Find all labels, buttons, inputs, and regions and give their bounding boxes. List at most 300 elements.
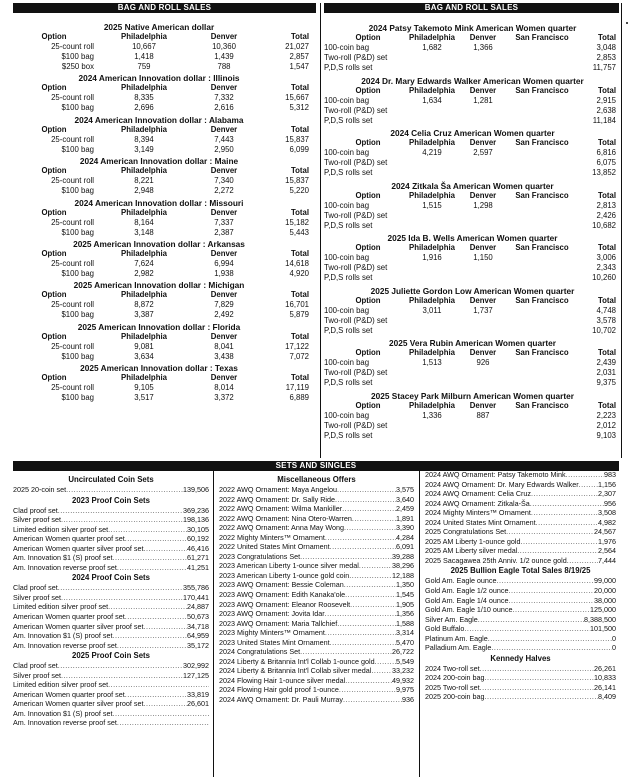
item-value: 6,091 [396, 542, 414, 552]
list-item [425, 489, 616, 499]
leader-dots [325, 628, 396, 638]
table-cell: 887 [476, 410, 490, 420]
list-item [219, 542, 414, 552]
column-header: Philadelphia [121, 32, 167, 41]
table-cell: 3,149 [134, 144, 154, 154]
item-label: 2024 AWQ Ornament: Dr. Pauli Murray [219, 695, 343, 705]
item-value: 0 [612, 643, 616, 653]
column-header: Philadelphia [409, 85, 455, 95]
leader-dots [344, 523, 396, 533]
item-label: 2022 AWQ Ornament: Wilma Mankiller [219, 504, 343, 514]
table-cell: 2,426 [596, 210, 616, 220]
leader-dots [343, 695, 402, 705]
list-item [13, 699, 209, 709]
column-header: Total [597, 190, 616, 200]
item-label: Clad proof set [13, 505, 58, 515]
table-cell: 17,119 [285, 383, 309, 393]
list-item [219, 552, 414, 562]
table-cell: P,D,S rolls set [324, 220, 373, 230]
column-header: Total [597, 348, 616, 357]
leader-dots [350, 600, 396, 610]
table-cell: 5,220 [289, 186, 309, 196]
item-value: 170,441 [183, 592, 209, 602]
leader-dots [300, 552, 392, 562]
leader-dots [517, 546, 598, 556]
item-label: 2025 AM Liberty 1-ounce gold [425, 536, 521, 546]
table-title: 2025 American Innovation dollar : Florida [77, 321, 241, 332]
item-value: 35,172 [187, 640, 209, 650]
list-item [219, 666, 414, 676]
table-cell: 7,072 [289, 351, 309, 361]
column-header: Total [290, 290, 309, 300]
leader-dots [509, 586, 595, 596]
table-cell: Two-roll (P&D) set [324, 368, 388, 377]
list-item [13, 544, 209, 554]
column-header: Total [290, 207, 309, 217]
section-heading: 2023 Proof Coin Sets [72, 495, 150, 505]
table-cell: 788 [217, 62, 231, 71]
table-cell: 2,343 [596, 263, 616, 272]
sets-column-2 [219, 474, 414, 705]
table-cell: 2,950 [214, 144, 234, 154]
item-label: 2024 Two-roll set [425, 663, 480, 673]
table-row [324, 253, 621, 263]
item-label: 2024 United States Mint Ornament [425, 517, 536, 527]
item-label: American Women quarter proof set [13, 534, 125, 544]
table-row [0, 228, 318, 238]
leader-dots [335, 495, 396, 505]
item-label: 2023 American Liberty 1-ounce silver medal [219, 561, 359, 571]
table-cell: 17,122 [285, 341, 309, 351]
item-label: Gold Am. Eagle 1/4 ounce [425, 595, 509, 605]
table-cell: 1,150 [473, 253, 493, 262]
leader-dots [349, 571, 392, 581]
item-value: 1,356 [396, 609, 414, 619]
item-value: 61,271 [187, 553, 209, 563]
sets-column-3 [425, 470, 616, 702]
sales-table [0, 115, 318, 155]
item-value: 2,307 [598, 489, 616, 499]
table-cell: 2,813 [596, 200, 616, 210]
table-cell: 2,638 [596, 105, 616, 115]
section-heading: 2025 Proof Coin Sets [72, 651, 150, 661]
table-cell: 25-count roll [51, 42, 94, 51]
table-header [0, 83, 318, 93]
leader-dots [61, 671, 183, 681]
leader-dots [485, 673, 594, 683]
table-header [0, 249, 318, 259]
table-row [0, 269, 318, 279]
item-label: 2024 Liberty & Britannia Int'l Collab silver medal [219, 666, 372, 676]
table-row [324, 411, 621, 421]
list-item [13, 534, 209, 544]
leader-dots [497, 576, 594, 586]
sales-table [324, 391, 621, 441]
item-value: 39,288 [392, 551, 414, 561]
list-item [425, 605, 616, 615]
item-value: 125,000 [590, 605, 616, 615]
table-row [324, 211, 621, 221]
item-value: 127,125 [183, 670, 209, 680]
item-label: 2022 AWQ Ornament: Maya Angelou [219, 485, 337, 494]
column-header: Option [41, 290, 67, 300]
table-cell: Two-roll (P&D) set [324, 315, 388, 325]
table-title: 2024 American Innovation dollar : Illinois [78, 73, 240, 84]
item-label: Silver Am. Eagle [425, 614, 478, 624]
item-value: 1,905 [396, 599, 414, 609]
leader-dots [117, 641, 187, 651]
table-cell: 21,027 [285, 42, 309, 51]
table-header [0, 332, 318, 342]
table-header [0, 32, 318, 42]
column-header: Philadelphia [121, 207, 167, 217]
leader-dots [330, 542, 396, 552]
list-item [13, 506, 209, 516]
list-item [219, 523, 414, 533]
table-row [0, 62, 318, 72]
leader-dots [61, 593, 183, 603]
table-row [324, 201, 621, 211]
item-label: 2024 Flowing Hair gold proof 1-ounce [219, 685, 339, 695]
table-cell: 25-count roll [51, 341, 94, 351]
column-header: Option [41, 373, 67, 383]
table-title: 2025 Stacey Park Milburn American Women quarter [371, 390, 574, 401]
sales-table [324, 286, 621, 336]
list-item [425, 692, 616, 702]
item-value: 64,959 [187, 631, 209, 641]
list-item [425, 596, 616, 606]
column-header: Option [41, 83, 67, 93]
table-cell: 7,443 [214, 134, 234, 144]
column-header: Philadelphia [409, 348, 455, 357]
leader-dots [112, 631, 187, 641]
item-value: 24,567 [594, 527, 616, 537]
column-header: Total [597, 33, 616, 42]
list-item [13, 661, 209, 671]
table-title: 2024 Zitkala Ša American Women quarter [391, 180, 554, 191]
column-header: San Francisco [515, 243, 569, 252]
column-header: Total [290, 248, 309, 258]
item-label: American Women quarter silver proof set [13, 621, 144, 631]
column-header: Philadelphia [409, 33, 455, 42]
table-title: 2025 American Innovation dollar : Texas [80, 363, 238, 374]
item-value: 956 [604, 498, 616, 508]
column-header: Denver [469, 400, 497, 410]
column-header: Denver [210, 207, 238, 217]
table-row [324, 168, 621, 178]
item-value: 10,833 [594, 673, 616, 683]
item-value: 8,409 [598, 692, 616, 702]
table-cell: 100-coin bag [324, 43, 370, 52]
table-cell: $100 bag [61, 103, 94, 113]
item-label: Palladium Am. Eagle [425, 643, 492, 653]
column-header: Option [41, 207, 67, 217]
table-cell: P,D,S rolls set [324, 115, 373, 125]
item-label: 2025 20-coin set [13, 485, 67, 494]
sales-table [324, 181, 621, 231]
list-item [425, 499, 616, 509]
table-header [324, 296, 621, 306]
column-header: Option [355, 190, 381, 200]
column-header: Option [41, 32, 67, 41]
table-header [0, 373, 318, 383]
table-cell: 10,682 [592, 220, 616, 230]
item-value: 34,718 [187, 621, 209, 631]
item-value: 50,673 [187, 612, 209, 622]
column-header: Philadelphia [121, 248, 167, 258]
leader-dots [112, 553, 187, 563]
item-label: American Women quarter silver proof set [13, 699, 144, 709]
table-title: 2024 Celia Cruz American Women quarter [390, 128, 555, 138]
item-label: 2025 Sacagawea 25th Anniv. 1/2 ounce gold [425, 555, 567, 565]
table-cell: 6,816 [596, 148, 616, 157]
item-value: 4,982 [598, 517, 616, 527]
leader-dots [536, 518, 598, 528]
table-title: 2024 American Innovation dollar : Maine [79, 156, 239, 167]
leader-dots [58, 506, 183, 516]
column-header: Option [41, 124, 67, 134]
item-value: 49,932 [392, 675, 414, 685]
item-label: 2023 United States Mint Ornament [219, 637, 330, 647]
table-header [324, 86, 621, 96]
column-header: Total [290, 373, 309, 383]
table-cell: 4,920 [289, 268, 309, 278]
table-cell: 759 [137, 62, 151, 71]
item-value: 26,722 [392, 647, 414, 657]
table-cell: $100 bag [61, 268, 94, 278]
list-item [425, 537, 616, 547]
table-cell: 7,829 [214, 300, 234, 310]
table-cell: 15,837 [285, 176, 309, 186]
column-header: Denver [210, 83, 238, 93]
table-row [324, 431, 621, 441]
table-row [324, 148, 621, 158]
list-item [13, 525, 209, 535]
item-value: 3,640 [396, 494, 414, 504]
table-cell: 3,006 [596, 253, 616, 262]
column-header: Philadelphia [121, 83, 167, 93]
table-header [0, 290, 318, 300]
table-header [324, 401, 621, 411]
sales-table [0, 198, 318, 238]
table-cell: 4,219 [422, 148, 442, 157]
table-cell: 6,075 [596, 158, 616, 167]
leader-dots [144, 544, 188, 554]
table-cell: 4,748 [596, 305, 616, 315]
table-cell: 8,335 [134, 93, 154, 103]
table-cell: 25-count roll [51, 383, 94, 393]
table-header [324, 33, 621, 43]
left-column [0, 22, 318, 403]
item-value: 26,261 [594, 663, 616, 673]
column-header: Philadelphia [121, 331, 167, 341]
table-cell: 5,879 [289, 310, 309, 320]
table-cell: 2,857 [289, 52, 309, 61]
item-label: 2023 AWQ Ornament: Eleanor Roosevelt [219, 599, 351, 609]
table-row [0, 52, 318, 62]
table-row [0, 135, 318, 145]
leader-dots [337, 485, 396, 495]
table-cell: 3,048 [596, 43, 616, 52]
item-value: 1,976 [598, 536, 616, 546]
item-label: Platinum Am. Eagle [425, 633, 488, 643]
table-row [0, 145, 318, 155]
list-item [425, 527, 616, 537]
table-title: 2024 American Innovation dollar : Alabama [74, 114, 244, 125]
item-label: Silver proof set [13, 592, 61, 602]
list-item [425, 673, 616, 683]
leader-dots [108, 525, 187, 535]
table-header [324, 191, 621, 201]
list-item [219, 561, 414, 571]
list-item [425, 470, 616, 480]
list-item [219, 533, 414, 543]
table-cell: 1,916 [422, 253, 442, 262]
table-cell: 5,443 [289, 227, 309, 237]
table-cell: $250 box [61, 62, 94, 71]
item-label: 2024 Flowing Hair 1-ounce silver medal [219, 675, 346, 685]
table-row [324, 358, 621, 368]
item-label: Am. Innovation reverse proof set [13, 718, 117, 728]
column-header: Denver [210, 290, 238, 300]
list-item [13, 563, 209, 573]
column-header: Denver [469, 295, 497, 305]
left-banner: BAG AND ROLL SALES [13, 3, 316, 13]
sales-table [0, 280, 318, 320]
list-item [13, 671, 209, 681]
item-value: 2,459 [396, 504, 414, 514]
item-value: 983 [604, 470, 616, 479]
item-label: 2023 Congratulations Set [219, 551, 301, 561]
table-cell: 7,337 [214, 217, 234, 227]
leader-dots [117, 718, 209, 728]
table-row [324, 116, 621, 126]
leader-dots [566, 470, 604, 480]
leader-dots [342, 504, 396, 514]
leader-dots [480, 683, 594, 693]
list-item [219, 600, 414, 610]
list-item [13, 553, 209, 563]
column-header: Philadelphia [121, 124, 167, 134]
list-item [425, 518, 616, 528]
item-label: 2024 AWQ Ornament: Dr. Mary Edwards Walker [425, 479, 579, 489]
leader-dots [352, 514, 396, 524]
table-title: 2025 American Innovation dollar : Arkansas [73, 238, 245, 249]
table-cell: 1,418 [134, 52, 154, 61]
leader-dots [125, 612, 187, 622]
table-cell: 9,103 [596, 430, 616, 440]
column-header: Total [290, 331, 309, 341]
column-header: Total [597, 138, 616, 147]
table-row [324, 53, 621, 63]
leader-dots [144, 622, 188, 632]
table-cell: 16,701 [285, 300, 309, 310]
table-cell: $100 bag [61, 144, 94, 154]
item-value: 1,545 [396, 590, 414, 600]
item-value: 33,232 [392, 666, 414, 676]
sales-table [324, 233, 621, 283]
table-cell: 7,332 [214, 93, 234, 103]
table-row [324, 326, 621, 336]
table-row [324, 273, 621, 283]
list-item [219, 485, 414, 495]
item-label: 2024 Mighty Minters™ Ornament [425, 508, 531, 518]
item-value: 4,284 [396, 532, 414, 542]
list-item [219, 590, 414, 600]
item-label: Clad proof set [13, 661, 58, 671]
item-value: 99,000 [594, 576, 616, 586]
table-cell: 1,366 [473, 43, 493, 52]
sales-table [0, 73, 318, 113]
table-row [0, 300, 318, 310]
list-item [13, 583, 209, 593]
item-value: 33,819 [187, 689, 209, 699]
list-item [13, 593, 209, 603]
leader-dots [108, 680, 209, 690]
item-label: 2025 Congratulations Set [425, 527, 507, 537]
table-cell: 1,298 [473, 200, 493, 210]
sales-table [0, 322, 318, 362]
section-heading: 2025 Bullion Eagle Total Sales 8/19/25 [450, 566, 591, 576]
table-cell: 1,547 [289, 62, 309, 71]
item-label: 2022 AWQ Ornament: Dr. Sally Ride [219, 494, 335, 504]
table-header [0, 208, 318, 218]
column-header: Denver [469, 348, 497, 357]
item-value: 936 [402, 695, 414, 705]
table-cell: 8,221 [134, 176, 154, 186]
table-cell: 25-count roll [51, 176, 94, 186]
list-item [13, 612, 209, 622]
column-header: San Francisco [515, 295, 569, 305]
item-label: 2023 AWQ Ornament: Bessie Coleman [219, 580, 344, 590]
column-header: Option [41, 331, 67, 341]
table-cell: 8,041 [214, 341, 234, 351]
list-item [425, 480, 616, 490]
item-value: 1,588 [396, 618, 414, 628]
table-cell: 2,387 [214, 227, 234, 237]
table-cell: 3,387 [134, 310, 154, 320]
item-label: Limited edition silver proof set [13, 524, 109, 534]
item-value: 355,786 [183, 583, 209, 593]
table-cell: $100 bag [61, 310, 94, 320]
list-item [13, 709, 209, 719]
column-header: Denver [210, 124, 238, 134]
list-item [13, 622, 209, 632]
table-cell: Two-roll (P&D) set [324, 53, 388, 62]
list-item [425, 643, 616, 653]
table-cell: Two-roll (P&D) set [324, 263, 388, 272]
item-label: American Women quarter proof set [13, 689, 125, 699]
table-cell: 10,702 [592, 325, 616, 335]
leader-dots [359, 561, 392, 571]
table-cell: 3,438 [214, 351, 234, 361]
leader-dots [521, 537, 599, 547]
list-item [425, 683, 616, 693]
leader-dots [345, 590, 396, 600]
item-label: Am. Innovation $1 (S) proof set [13, 553, 113, 563]
item-label: Clad proof set [13, 583, 58, 593]
table-cell: 9,105 [134, 383, 154, 393]
table-cell: 25-count roll [51, 93, 94, 103]
leader-dots [58, 661, 183, 671]
leader-dots [371, 666, 392, 676]
table-cell: 9,081 [134, 341, 154, 351]
item-label: 2023 American Liberty 1-ounce gold coin [219, 570, 350, 580]
item-value: 3,575 [396, 485, 414, 494]
table-cell: 2,948 [134, 186, 154, 196]
table-cell: 1,281 [473, 95, 493, 105]
item-label: 2023 AWQ Ornament: Maria Tallchief [219, 618, 338, 628]
